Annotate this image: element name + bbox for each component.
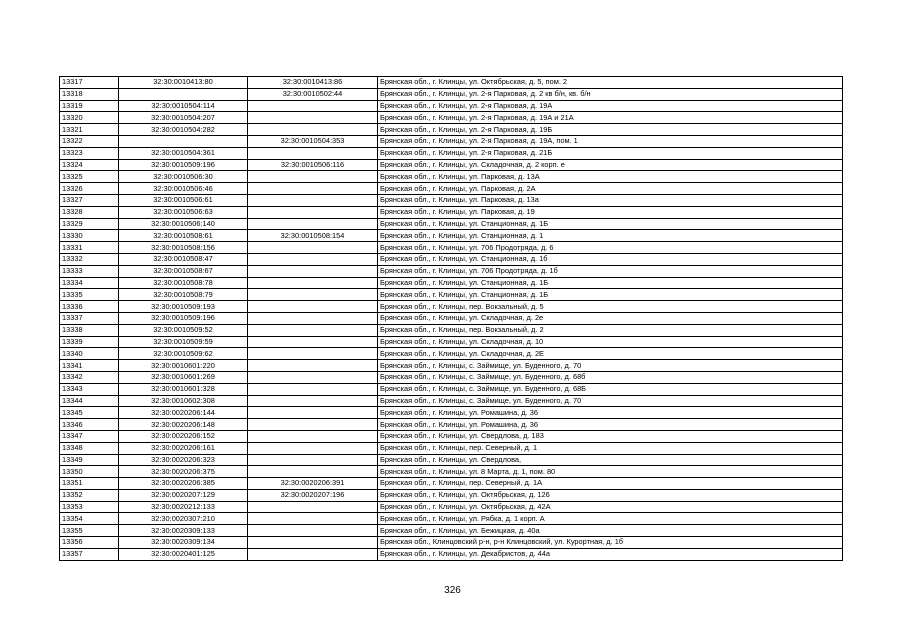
table-row	[60, 324, 843, 336]
related-cadastral-cell	[248, 124, 378, 136]
row-number-cell: 13343	[60, 383, 119, 395]
cadastral-number-cell: 32:30:0020212:133	[119, 501, 248, 513]
table-row	[60, 383, 843, 395]
related-cadastral-cell	[248, 419, 378, 431]
table-row	[60, 218, 843, 230]
cadastral-number-cell: 32:30:0020207:129	[119, 489, 248, 501]
address-cell: Брянская обл., г. Клинцы, ул. Декабристов, д. 44а	[378, 548, 843, 560]
cadastral-number-cell: 32:30:0010508:67	[119, 265, 248, 277]
related-cadastral-cell	[248, 265, 378, 277]
cadastral-number-cell: 32:30:0010509:196	[119, 312, 248, 324]
cadastral-number-cell: 32:30:0010601:328	[119, 383, 248, 395]
address-cell: Брянская обл., г. Клинцы, с. Займище, ул. Буденного, д. 70	[378, 395, 843, 407]
cadastral-number-cell: 32:30:0010509:196	[119, 159, 248, 171]
cadastral-number-cell: 32:30:0010508:47	[119, 253, 248, 265]
cadastral-number-cell: 32:30:0020307:210	[119, 513, 248, 525]
address-cell: Брянская обл., г. Клинцы, ул. Станционная, д. 1Б	[378, 277, 843, 289]
related-cadastral-cell: 32:30:0010506:116	[248, 159, 378, 171]
row-number-cell: 13348	[60, 442, 119, 454]
address-cell: Брянская обл., г. Клинцы, ул. 706 Продотряда, д. 6	[378, 242, 843, 254]
address-cell: Брянская обл., г. Клинцы, ул. Парковая, д. 19	[378, 206, 843, 218]
row-number-cell: 13355	[60, 525, 119, 537]
related-cadastral-cell	[248, 395, 378, 407]
row-number-cell: 13320	[60, 112, 119, 124]
cadastral-number-cell: 32:30:0020309:133	[119, 525, 248, 537]
table-row	[60, 230, 843, 242]
table-row	[60, 253, 843, 265]
related-cadastral-cell	[248, 383, 378, 395]
table-row	[60, 537, 843, 549]
cadastral-number-cell: 32:30:0020206:375	[119, 466, 248, 478]
address-cell: Брянская обл., г. Клинцы, пер. Вокзальный, д. 5	[378, 301, 843, 313]
cadastral-number-cell: 32:30:0020401:125	[119, 548, 248, 560]
row-number-cell: 13346	[60, 419, 119, 431]
related-cadastral-cell: 32:30:0010502:44	[248, 88, 378, 100]
address-cell: Брянская обл., г. Клинцы, ул. Станционная, д. 1Б	[378, 218, 843, 230]
row-number-cell: 13326	[60, 183, 119, 195]
address-cell: Брянская обл., г. Клинцы, ул. 2-я Парковая, д. 21Б	[378, 147, 843, 159]
table-row	[60, 277, 843, 289]
row-number-cell: 13344	[60, 395, 119, 407]
address-cell: Брянская обл., г. Клинцы, ул. Свердлова, д. 183	[378, 430, 843, 442]
related-cadastral-cell: 32:30:0010504:353	[248, 135, 378, 147]
row-number-cell: 13349	[60, 454, 119, 466]
address-cell: Брянская обл., г. Клинцы, ул. Станционная, д. 1б	[378, 253, 843, 265]
address-cell: Брянская обл., г. Клинцы, ул. 2-я Парковая, д. 19Б	[378, 124, 843, 136]
address-cell: Брянская обл., г. Клинцы, с. Займище, ул. Буденного, д. 68б	[378, 371, 843, 383]
table-row	[60, 112, 843, 124]
related-cadastral-cell	[248, 336, 378, 348]
cadastral-number-cell: 32:30:0010504:282	[119, 124, 248, 136]
table-row	[60, 135, 843, 147]
address-cell: Брянская обл., г. Клинцы, ул. Складочная, д. 2 корп. е	[378, 159, 843, 171]
table-row	[60, 289, 843, 301]
address-cell: Брянская обл., г. Клинцы, ул. Бежицкая, д. 40а	[378, 525, 843, 537]
address-cell: Брянская обл., г. Клинцы, ул. Свердлова,	[378, 454, 843, 466]
related-cadastral-cell	[248, 194, 378, 206]
cadastral-number-cell: 32:30:0010508:79	[119, 289, 248, 301]
address-cell: Брянская обл., г. Клинцы, ул. 2-я Парковая, д. 2 кв б/н, кв. б/н	[378, 88, 843, 100]
row-number-cell: 13353	[60, 501, 119, 513]
table-row	[60, 454, 843, 466]
table-row	[60, 419, 843, 431]
table-row	[60, 548, 843, 560]
table-row	[60, 466, 843, 478]
table-row	[60, 194, 843, 206]
page-number: 326	[444, 585, 461, 596]
row-number-cell: 13334	[60, 277, 119, 289]
row-number-cell: 13318	[60, 88, 119, 100]
cadastral-number-cell: 32:30:0010506:63	[119, 206, 248, 218]
table-row	[60, 159, 843, 171]
cadastral-number-cell: 32:30:0010506:46	[119, 183, 248, 195]
related-cadastral-cell	[248, 442, 378, 454]
table-row	[60, 430, 843, 442]
cadastral-number-cell	[119, 88, 248, 100]
related-cadastral-cell	[248, 312, 378, 324]
row-number-cell: 13317	[60, 77, 119, 89]
row-number-cell: 13328	[60, 206, 119, 218]
table-row	[60, 371, 843, 383]
address-cell: Брянская обл., г. Клинцы, ул. Октябрьская, д. 126	[378, 489, 843, 501]
cadastral-number-cell: 32:30:0020206:144	[119, 407, 248, 419]
cadastral-number-cell: 32:30:0010508:78	[119, 277, 248, 289]
address-cell: Брянская обл., г. Клинцы, ул. Рябка, д. 1 корп. А	[378, 513, 843, 525]
cadastral-number-cell: 32:30:0010508:61	[119, 230, 248, 242]
address-cell: Брянская обл., г. Клинцы, ул. Складочная, д. 2Е	[378, 348, 843, 360]
address-cell: Брянская обл., г. Клинцы, с. Займище, ул. Буденного, д. 68Б	[378, 383, 843, 395]
cadastral-number-cell: 32:30:0010504:361	[119, 147, 248, 159]
related-cadastral-cell	[248, 183, 378, 195]
table-row	[60, 171, 843, 183]
row-number-cell: 13356	[60, 537, 119, 549]
row-number-cell: 13323	[60, 147, 119, 159]
related-cadastral-cell	[248, 513, 378, 525]
related-cadastral-cell: 32:30:0020207:196	[248, 489, 378, 501]
table-row	[60, 478, 843, 490]
row-number-cell: 13347	[60, 430, 119, 442]
row-number-cell: 13327	[60, 194, 119, 206]
related-cadastral-cell	[248, 147, 378, 159]
related-cadastral-cell: 32:30:0010413:86	[248, 77, 378, 89]
table-row	[60, 312, 843, 324]
address-cell: Брянская обл., г. Клинцы, ул. Складочная, д. 10	[378, 336, 843, 348]
row-number-cell: 13332	[60, 253, 119, 265]
cadastral-number-cell: 32:30:0010508:156	[119, 242, 248, 254]
table-row	[60, 88, 843, 100]
cadastral-number-cell: 32:30:0010506:140	[119, 218, 248, 230]
table-row	[60, 395, 843, 407]
address-cell: Брянская обл., г. Клинцы, пер. Северный, д. 1	[378, 442, 843, 454]
address-cell: Брянская обл., г. Клинцы, ул. 2-я Парковая, д. 19А	[378, 100, 843, 112]
row-number-cell: 13351	[60, 478, 119, 490]
related-cadastral-cell	[248, 206, 378, 218]
cadastral-number-cell: 32:30:0020206:148	[119, 419, 248, 431]
related-cadastral-cell	[248, 289, 378, 301]
registry-table	[59, 76, 843, 561]
cadastral-number-cell: 32:30:0010504:114	[119, 100, 248, 112]
row-number-cell: 13329	[60, 218, 119, 230]
cadastral-number-cell: 32:30:0010509:62	[119, 348, 248, 360]
row-number-cell: 13335	[60, 289, 119, 301]
row-number-cell: 13336	[60, 301, 119, 313]
address-cell: Брянская обл., г. Клинцы, ул. Складочная, д. 2е	[378, 312, 843, 324]
address-cell: Брянская обл., г. Клинцы, ул. Октябрьская, д. 42А	[378, 501, 843, 513]
related-cadastral-cell	[248, 525, 378, 537]
related-cadastral-cell	[248, 371, 378, 383]
cadastral-number-cell: 32:30:0010509:193	[119, 301, 248, 313]
cadastral-number-cell: 32:30:0010509:52	[119, 324, 248, 336]
row-number-cell: 13357	[60, 548, 119, 560]
cadastral-number-cell: 32:30:0010504:207	[119, 112, 248, 124]
related-cadastral-cell	[248, 301, 378, 313]
address-cell: Брянская обл., г. Клинцы, ул. Ромашина, д. 36	[378, 419, 843, 431]
row-number-cell: 13330	[60, 230, 119, 242]
address-cell: Брянская обл., г. Клинцы, ул. 2-я Парковая, д. 19А, пом. 1	[378, 135, 843, 147]
table-row	[60, 525, 843, 537]
row-number-cell: 13338	[60, 324, 119, 336]
table-row	[60, 100, 843, 112]
cadastral-number-cell: 32:30:0010413:80	[119, 77, 248, 89]
address-cell: Брянская обл., г. Клинцы, с. Займище, ул. Буденного, д. 70	[378, 360, 843, 372]
related-cadastral-cell	[248, 324, 378, 336]
row-number-cell: 13325	[60, 171, 119, 183]
row-number-cell: 13350	[60, 466, 119, 478]
cadastral-number-cell: 32:30:0010601:220	[119, 360, 248, 372]
row-number-cell: 13333	[60, 265, 119, 277]
related-cadastral-cell	[248, 466, 378, 478]
cadastral-number-cell: 32:30:0010601:269	[119, 371, 248, 383]
row-number-cell: 13354	[60, 513, 119, 525]
address-cell: Брянская обл., г. Клинцы, ул. 8 Марта, д. 1, пом. 80	[378, 466, 843, 478]
related-cadastral-cell	[248, 112, 378, 124]
address-cell: Брянская обл., г. Клинцы, ул. Октябрьская, д. 5, пом. 2	[378, 77, 843, 89]
related-cadastral-cell	[248, 501, 378, 513]
row-number-cell: 13339	[60, 336, 119, 348]
table-row	[60, 348, 843, 360]
row-number-cell: 13352	[60, 489, 119, 501]
related-cadastral-cell	[248, 348, 378, 360]
cadastral-number-cell: 32:30:0010506:61	[119, 194, 248, 206]
registry-table-body	[60, 77, 843, 561]
table-row	[60, 183, 843, 195]
related-cadastral-cell	[248, 548, 378, 560]
row-number-cell: 13345	[60, 407, 119, 419]
cadastral-number-cell: 32:30:0020309:134	[119, 537, 248, 549]
row-number-cell: 13337	[60, 312, 119, 324]
cadastral-number-cell	[119, 135, 248, 147]
row-number-cell: 13324	[60, 159, 119, 171]
related-cadastral-cell: 32:30:0010508:154	[248, 230, 378, 242]
cadastral-number-cell: 32:30:0020206:152	[119, 430, 248, 442]
row-number-cell: 13342	[60, 371, 119, 383]
address-cell: Брянская обл., г. Клинцы, ул. 2-я Парковая, д. 19А и 21А	[378, 112, 843, 124]
table-row	[60, 501, 843, 513]
related-cadastral-cell	[248, 100, 378, 112]
related-cadastral-cell	[248, 454, 378, 466]
table-row	[60, 301, 843, 313]
related-cadastral-cell	[248, 171, 378, 183]
table-row	[60, 77, 843, 89]
table-row	[60, 442, 843, 454]
related-cadastral-cell	[248, 242, 378, 254]
table-row	[60, 265, 843, 277]
related-cadastral-cell	[248, 430, 378, 442]
address-cell: Брянская обл., г. Клинцы, ул. Парковая, д. 2А	[378, 183, 843, 195]
related-cadastral-cell	[248, 407, 378, 419]
address-cell: Брянская обл., г. Клинцы, ул. Парковая, д. 13а	[378, 194, 843, 206]
address-cell: Брянская обл., г. Клинцы, ул. Станционная, д. 1	[378, 230, 843, 242]
table-row	[60, 489, 843, 501]
table-row	[60, 407, 843, 419]
cadastral-number-cell: 32:30:0010506:30	[119, 171, 248, 183]
table-row	[60, 513, 843, 525]
cadastral-number-cell: 32:30:0020206:161	[119, 442, 248, 454]
row-number-cell: 13319	[60, 100, 119, 112]
cadastral-number-cell: 32:30:0020206:385	[119, 478, 248, 490]
row-number-cell: 13331	[60, 242, 119, 254]
related-cadastral-cell	[248, 360, 378, 372]
table-row	[60, 242, 843, 254]
address-cell: Брянская обл., г. Клинцы, пер. Северный, д. 1А	[378, 478, 843, 490]
related-cadastral-cell	[248, 218, 378, 230]
cadastral-number-cell: 32:30:0010509:59	[119, 336, 248, 348]
address-cell: Брянская обл., г. Клинцы, ул. Станционная, д. 1Б	[378, 289, 843, 301]
address-cell: Брянская обл., г. Клинцы, ул. Парковая, д. 13А	[378, 171, 843, 183]
cadastral-number-cell: 32:30:0020206:323	[119, 454, 248, 466]
related-cadastral-cell	[248, 537, 378, 549]
row-number-cell: 13341	[60, 360, 119, 372]
address-cell: Брянская обл., г. Клинцы, ул. Ромашина, д. 36	[378, 407, 843, 419]
address-cell: Брянская обл., г. Клинцы, ул. 706 Продотряда, д. 1б	[378, 265, 843, 277]
related-cadastral-cell	[248, 277, 378, 289]
address-cell: Брянская обл., г. Клинцы, пер. Вокзальный, д. 2	[378, 324, 843, 336]
row-number-cell: 13321	[60, 124, 119, 136]
table-row	[60, 147, 843, 159]
address-cell: Брянская обл., Клинцовский р-н, р-н Клинцовский, ул. Курортная, д. 1б	[378, 537, 843, 549]
table-row	[60, 206, 843, 218]
table-row	[60, 124, 843, 136]
table-row	[60, 360, 843, 372]
related-cadastral-cell: 32:30:0020206:391	[248, 478, 378, 490]
row-number-cell: 13322	[60, 135, 119, 147]
cadastral-number-cell: 32:30:0010602:308	[119, 395, 248, 407]
row-number-cell: 13340	[60, 348, 119, 360]
related-cadastral-cell	[248, 253, 378, 265]
table-row	[60, 336, 843, 348]
